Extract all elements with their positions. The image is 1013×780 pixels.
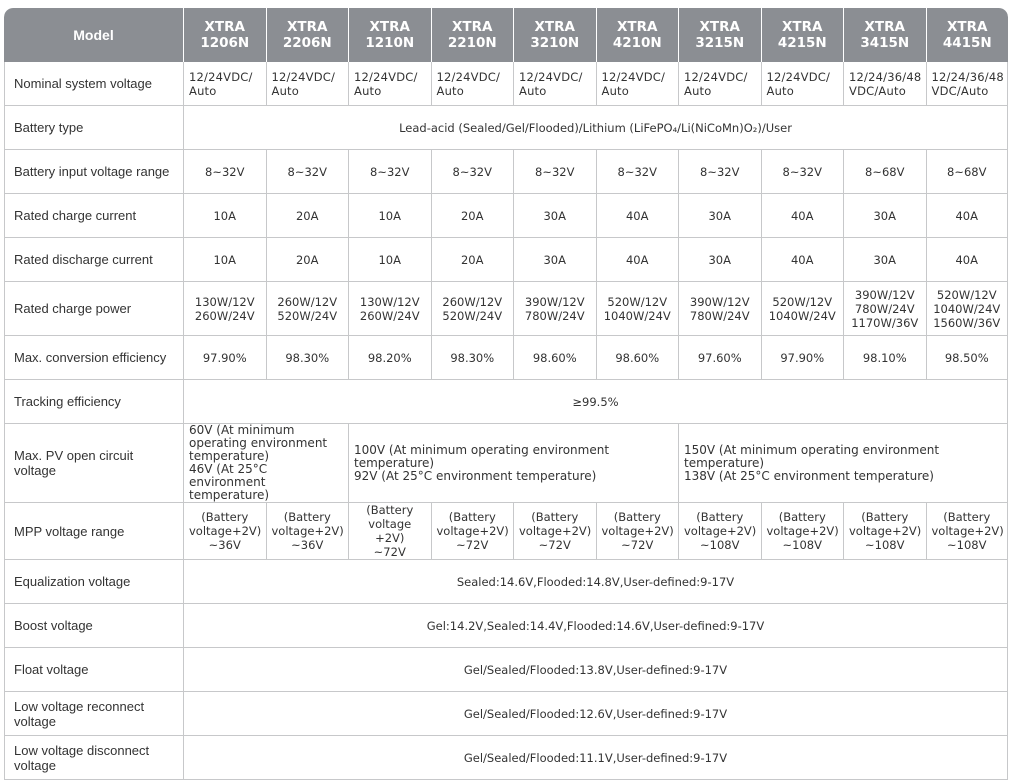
- cell-line: (Battery: [861, 510, 909, 524]
- cell-line: 130W/12V: [359, 294, 420, 309]
- spec-cell: [843, 336, 926, 380]
- spec-cell: [431, 150, 514, 194]
- cell-line: 10A: [378, 208, 401, 223]
- cell-line: 8~32V: [700, 164, 740, 179]
- spec-cell: [266, 336, 349, 380]
- cell-line: 12/24VDC/: [189, 69, 253, 84]
- row-label: Tracking efficiency: [4, 380, 183, 424]
- cell-line: 8~68V: [865, 164, 905, 179]
- row-rated-charge-current: [4, 194, 1008, 238]
- row-low-voltage-disconnect-voltage: [4, 736, 1008, 780]
- row-label: Rated charge power: [4, 282, 183, 336]
- spec-cell: [266, 62, 349, 106]
- model-header: XTRA 2206N: [266, 8, 349, 62]
- spec-cell: [183, 604, 1008, 648]
- cell-line: voltage+2V): [766, 524, 839, 538]
- cell-line: 20A: [460, 208, 484, 223]
- spec-cell: [513, 62, 596, 106]
- cell-line: 60V (At minimum operating environment temperature): [189, 424, 328, 463]
- cell-line: Auto: [436, 83, 465, 98]
- cell-line: ~36V: [291, 538, 324, 552]
- spec-cell: [678, 424, 1008, 503]
- spec-cell: [678, 194, 761, 238]
- cell-line: 30A: [708, 252, 731, 267]
- row-label: Rated discharge current: [4, 238, 183, 282]
- cell-line: 260W/24V: [359, 308, 420, 323]
- cell-line: 260W/24V: [194, 308, 255, 323]
- cell-line: 12/24VDC/: [519, 69, 583, 84]
- cell-line: 390W/12V: [689, 294, 750, 309]
- spec-cell: [926, 336, 1009, 380]
- cell-line: voltage+2V): [271, 524, 344, 538]
- cell-line: 40A: [625, 208, 649, 223]
- cell-line: 1040W/24V: [933, 301, 1001, 316]
- spec-cell: [843, 282, 926, 336]
- row-max-conversion-efficiency: [4, 336, 1008, 380]
- cell-line: ~108V: [865, 538, 905, 552]
- model-header: XTRA 3210N: [513, 8, 596, 62]
- cell-line: 520W/24V: [277, 308, 338, 323]
- header-row: [4, 8, 1008, 62]
- row-label: Battery type: [4, 106, 183, 150]
- spec-table-body: [4, 62, 1008, 780]
- cell-line: ~108V: [947, 538, 987, 552]
- spec-cell: [926, 150, 1009, 194]
- cell-line: ~72V: [538, 538, 571, 552]
- cell-line: Auto: [354, 83, 382, 98]
- cell-line: ~72V: [373, 545, 406, 559]
- cell-line: ~36V: [208, 538, 241, 552]
- cell-line: Sealed:14.6V,Flooded:14.8V,User-defined:9-17V: [456, 574, 735, 589]
- spec-cell: [843, 62, 926, 106]
- cell-line: VDC/Auto: [931, 83, 989, 98]
- spec-cell: [183, 648, 1008, 692]
- cell-line: (Battery: [778, 510, 826, 524]
- row-label: Equalization voltage: [4, 560, 183, 604]
- row-float-voltage: [4, 648, 1008, 692]
- cell-line: Gel/Sealed/Flooded:12.6V,User-defined:9-17V: [463, 706, 728, 721]
- cell-line: voltage +2V): [368, 517, 412, 545]
- cell-line: Gel:14.2V,Sealed:14.4V,Flooded:14.6V,User-defined:9-17V: [426, 618, 765, 633]
- spec-cell: [761, 336, 844, 380]
- cell-line: 12/24VDC/: [684, 69, 748, 84]
- spec-cell: [183, 380, 1008, 424]
- cell-line: 100V (At minimum operating environment temperature): [354, 442, 610, 470]
- row-rated-discharge-current: [4, 238, 1008, 282]
- spec-cell: [348, 424, 678, 503]
- spec-cell: [348, 282, 431, 336]
- cell-line: 1560W/36V: [933, 315, 1001, 330]
- spec-cell: [183, 692, 1008, 736]
- cell-line: 8~32V: [370, 164, 410, 179]
- spec-cell: [431, 282, 514, 336]
- spec-cell: [431, 503, 514, 560]
- cell-line: 520W/12V: [772, 294, 833, 309]
- row-mpp-voltage-range: [4, 503, 1008, 560]
- cell-line: 8~32V: [782, 164, 822, 179]
- row-label: Low voltage reconnect voltage: [4, 692, 183, 736]
- model-header: XTRA 1210N: [348, 8, 431, 62]
- cell-line: 12/24VDC/: [354, 69, 418, 84]
- cell-line: 520W/24V: [442, 308, 503, 323]
- row-low-voltage-reconnect-voltage: [4, 692, 1008, 736]
- spec-cell: [266, 282, 349, 336]
- model-header: XTRA 3415N: [843, 8, 926, 62]
- cell-line: 40A: [790, 208, 814, 223]
- spec-cell: [678, 503, 761, 560]
- spec-cell: [843, 194, 926, 238]
- spec-cell: [348, 503, 431, 560]
- row-nominal-system-voltage: [4, 62, 1008, 106]
- cell-line: 20A: [295, 252, 319, 267]
- cell-line: 10A: [378, 252, 401, 267]
- spec-cell: [926, 62, 1009, 106]
- cell-line: 20A: [460, 252, 484, 267]
- row-label: Battery input voltage range: [4, 150, 183, 194]
- spec-cell: [596, 503, 679, 560]
- spec-cell: [513, 503, 596, 560]
- spec-cell: [843, 238, 926, 282]
- cell-line: voltage+2V): [519, 524, 592, 538]
- cell-line: voltage+2V): [684, 524, 757, 538]
- cell-line: 40A: [955, 252, 978, 267]
- cell-line: 130W/12V: [194, 294, 255, 309]
- model-header: XTRA 2210N: [431, 8, 514, 62]
- spec-cell: [513, 194, 596, 238]
- spec-cell: [183, 336, 266, 380]
- spec-cell: [761, 238, 844, 282]
- spec-cell: [348, 62, 431, 106]
- spec-cell: [513, 336, 596, 380]
- model-header: XTRA 4415N: [926, 8, 1009, 62]
- cell-line: 8~32V: [535, 164, 575, 179]
- cell-line: (Battery: [531, 510, 579, 524]
- cell-line: 40A: [625, 252, 649, 267]
- cell-line: 1040W/24V: [768, 308, 836, 323]
- spec-cell: [678, 238, 761, 282]
- cell-line: Auto: [271, 83, 300, 98]
- row-battery-type: [4, 106, 1008, 150]
- cell-line: Auto: [189, 83, 217, 98]
- spec-cell: [761, 282, 844, 336]
- row-label: MPP voltage range: [4, 503, 183, 560]
- cell-line: 98.60%: [532, 350, 577, 365]
- row-tracking-efficiency: [4, 380, 1008, 424]
- cell-line: ~108V: [700, 538, 740, 552]
- cell-line: 10A: [213, 252, 236, 267]
- spec-cell: [183, 150, 266, 194]
- spec-cell: [183, 424, 348, 503]
- row-boost-voltage: [4, 604, 1008, 648]
- row-equalization-voltage: [4, 560, 1008, 604]
- cell-line: 92V (At 25°C environment temperature): [354, 468, 597, 483]
- spec-cell: [183, 106, 1008, 150]
- spec-cell: [926, 194, 1009, 238]
- cell-line: (Battery: [366, 503, 414, 517]
- row-label: Max. conversion efficiency: [4, 336, 183, 380]
- cell-line: ~108V: [782, 538, 822, 552]
- spec-cell: [513, 238, 596, 282]
- cell-line: 150V (At minimum operating environment temperature): [684, 442, 940, 470]
- cell-line: 8~32V: [287, 164, 327, 179]
- spec-cell: [266, 150, 349, 194]
- spec-cell: [431, 62, 514, 106]
- spec-cell: [761, 150, 844, 194]
- spec-cell: [513, 282, 596, 336]
- spec-cell: [843, 503, 926, 560]
- spec-cell: [761, 503, 844, 560]
- cell-line: voltage+2V): [189, 524, 262, 538]
- spec-cell: [266, 238, 349, 282]
- spec-cell: [596, 62, 679, 106]
- spec-cell: [926, 282, 1009, 336]
- cell-line: 12/24/36/48: [931, 69, 1004, 84]
- spec-cell: [431, 238, 514, 282]
- cell-line: 46V (At 25°C environment temperature): [189, 462, 270, 502]
- spec-cell: [678, 150, 761, 194]
- spec-table: [4, 8, 1008, 780]
- spec-cell: [183, 736, 1008, 780]
- cell-line: 97.60%: [697, 350, 742, 365]
- spec-cell: [183, 238, 266, 282]
- spec-cell: [678, 282, 761, 336]
- cell-line: 260W/12V: [277, 294, 338, 309]
- cell-line: 8~32V: [452, 164, 492, 179]
- cell-line: (Battery: [283, 510, 331, 524]
- cell-line: 20A: [295, 208, 319, 223]
- spec-cell: [183, 62, 266, 106]
- spec-cell: [266, 194, 349, 238]
- cell-line: 260W/12V: [442, 294, 503, 309]
- cell-line: Auto: [684, 83, 712, 98]
- spec-cell: [183, 282, 266, 336]
- row-label: Float voltage: [4, 648, 183, 692]
- row-label: Max. PV open circuit voltage: [4, 424, 183, 503]
- cell-line: 30A: [873, 208, 896, 223]
- cell-line: 30A: [873, 252, 896, 267]
- cell-line: 390W/12V: [524, 294, 585, 309]
- cell-line: 12/24VDC/: [436, 69, 501, 84]
- cell-line: 8~32V: [617, 164, 657, 179]
- cell-line: 12/24VDC/: [601, 69, 666, 84]
- cell-line: voltage+2V): [931, 524, 1004, 538]
- cell-line: voltage+2V): [849, 524, 922, 538]
- spec-cell: [183, 194, 266, 238]
- cell-line: 98.60%: [615, 350, 660, 365]
- cell-line: 8~68V: [947, 164, 987, 179]
- cell-line: 98.30%: [285, 350, 330, 365]
- cell-line: (Battery: [448, 510, 496, 524]
- cell-line: 30A: [543, 252, 566, 267]
- cell-line: 98.30%: [450, 350, 495, 365]
- spec-cell: [431, 336, 514, 380]
- spec-cell: [348, 336, 431, 380]
- cell-line: (Battery: [943, 510, 991, 524]
- spec-cell: [513, 150, 596, 194]
- cell-line: Gel/Sealed/Flooded:13.8V,User-defined:9-17V: [463, 662, 728, 677]
- cell-line: 12/24/36/48: [849, 69, 922, 84]
- cell-line: 12/24VDC/: [271, 69, 336, 84]
- cell-line: Auto: [601, 83, 630, 98]
- spec-cell: [596, 336, 679, 380]
- spec-cell: [678, 62, 761, 106]
- row-label: Rated charge current: [4, 194, 183, 238]
- cell-line: 390W/12V: [854, 287, 915, 302]
- cell-line: 97.90%: [202, 350, 247, 365]
- cell-line: 12/24VDC/: [766, 69, 831, 84]
- spec-cell: [431, 194, 514, 238]
- cell-line: 98.50%: [944, 350, 989, 365]
- spec-cell: [926, 238, 1009, 282]
- row-battery-input-voltage-range: [4, 150, 1008, 194]
- row-label: Boost voltage: [4, 604, 183, 648]
- row-label: Nominal system voltage: [4, 62, 183, 106]
- cell-line: 8~32V: [205, 164, 245, 179]
- cell-line: 40A: [790, 252, 814, 267]
- cell-line: 40A: [955, 208, 978, 223]
- spec-cell: [596, 150, 679, 194]
- cell-line: Gel/Sealed/Flooded:11.1V,User-defined:9-17V: [463, 750, 728, 765]
- spec-cell: [596, 194, 679, 238]
- cell-line: 30A: [543, 208, 566, 223]
- cell-line: 780W/24V: [689, 308, 750, 323]
- cell-line: ≥99.5%: [572, 394, 619, 409]
- cell-line: 520W/12V: [936, 287, 997, 302]
- spec-cell: [761, 194, 844, 238]
- model-header-label: Model: [4, 8, 183, 62]
- cell-line: voltage+2V): [601, 524, 674, 538]
- model-header: XTRA 1206N: [183, 8, 266, 62]
- spec-cell: [926, 503, 1009, 560]
- spec-cell: [596, 282, 679, 336]
- cell-line: 780W/24V: [854, 301, 915, 316]
- spec-cell: [266, 503, 349, 560]
- model-header: XTRA 4210N: [596, 8, 679, 62]
- cell-line: Auto: [766, 83, 795, 98]
- cell-line: 138V (At 25°C environment temperature): [684, 468, 934, 483]
- cell-line: (Battery: [201, 510, 249, 524]
- cell-line: ~72V: [456, 538, 489, 552]
- row-rated-charge-power: [4, 282, 1008, 336]
- spec-cell: [348, 150, 431, 194]
- cell-line: 780W/24V: [524, 308, 585, 323]
- cell-line: voltage+2V): [436, 524, 509, 538]
- spec-cell: [348, 194, 431, 238]
- spec-cell: [183, 560, 1008, 604]
- spec-cell: [596, 238, 679, 282]
- cell-line: 98.20%: [367, 350, 412, 365]
- cell-line: ~72V: [621, 538, 654, 552]
- spec-cell: [843, 150, 926, 194]
- spec-cell: [348, 238, 431, 282]
- cell-line: 97.90%: [780, 350, 825, 365]
- cell-line: 10A: [213, 208, 236, 223]
- row-max-pv-open-circuit-voltage: [4, 424, 1008, 503]
- cell-line: (Battery: [696, 510, 744, 524]
- cell-line: (Battery: [613, 510, 661, 524]
- cell-line: 1170W/36V: [851, 315, 919, 330]
- cell-line: 30A: [708, 208, 731, 223]
- cell-line: 98.10%: [862, 350, 907, 365]
- spec-cell: [183, 503, 266, 560]
- cell-line: 520W/12V: [607, 294, 668, 309]
- row-label: Low voltage disconnect voltage: [4, 736, 183, 780]
- spec-cell: [761, 62, 844, 106]
- cell-line: 1040W/24V: [603, 308, 671, 323]
- spec-cell: [678, 336, 761, 380]
- model-header: XTRA 4215N: [761, 8, 844, 62]
- model-header: XTRA 3215N: [678, 8, 761, 62]
- cell-line: Lead-acid (Sealed/Gel/Flooded)/Lithium (LiFePO₄/Li(NiCoMn)O₂)/User: [399, 120, 792, 135]
- cell-line: VDC/Auto: [849, 83, 906, 98]
- cell-line: Auto: [519, 83, 547, 98]
